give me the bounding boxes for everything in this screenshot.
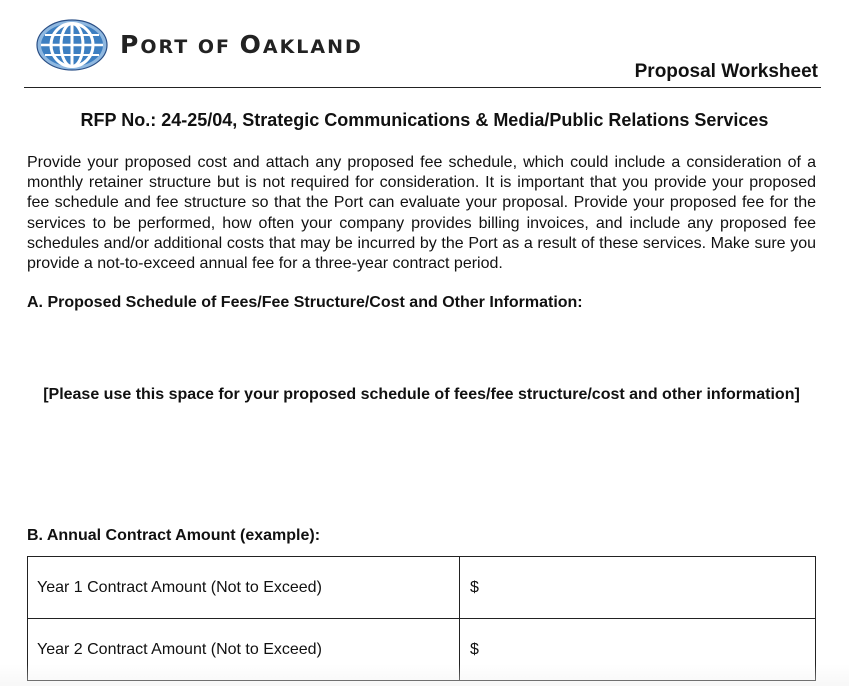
section-a-heading: A. Proposed Schedule of Fees/Fee Structure/Cost and Other Information: <box>27 294 583 311</box>
section-b-heading: B. Annual Contract Amount (example): <box>27 527 321 544</box>
port-of-oakland-logo-icon <box>35 18 109 72</box>
table-row <box>28 557 816 619</box>
table-row <box>28 619 816 681</box>
fee-schedule-placeholder[interactable]: [Please use this space for your proposed schedule of fees/fee structure/cost and other information] <box>43 386 800 403</box>
header-divider <box>24 87 821 88</box>
org-name-part: ORT <box>140 36 198 58</box>
year-1-amount-field[interactable]: $ <box>460 557 816 619</box>
intro-paragraph: Provide your proposed cost and attach any proposed fee schedule, which could include a consideration of a monthly retainer structure but is not required for consideration. It is important that you provide your proposed fee schedule and fee structure so that the Port can evaluate your proposal. Provide your proposed fee for the services to be performed, how often your company provides billing invoices, and include any proposed fee schedules and/or additional costs that may be incurred by the Port as a result of these services. Make sure you provide a not-to-exceed annual fee for a three-year contract period. <box>27 154 816 273</box>
year-1-label: Year 1 Contract Amount (Not to Exceed) <box>28 557 460 619</box>
org-name-initial: O <box>239 30 263 59</box>
contract-amount-table <box>27 556 816 681</box>
org-name-part: OF <box>197 36 231 58</box>
year-2-amount-field[interactable]: $ <box>460 619 816 681</box>
org-name-gap <box>231 36 240 58</box>
year-2-label: Year 2 Contract Amount (Not to Exceed) <box>28 619 460 681</box>
org-name-part: AKLAND <box>262 36 363 58</box>
rfp-heading: RFP No.: 24-25/04, Strategic Communications & Media/Public Relations Services <box>80 110 769 130</box>
org-name-initial: P <box>120 30 141 59</box>
org-name <box>120 30 363 59</box>
document-title: Proposal Worksheet <box>634 61 818 82</box>
